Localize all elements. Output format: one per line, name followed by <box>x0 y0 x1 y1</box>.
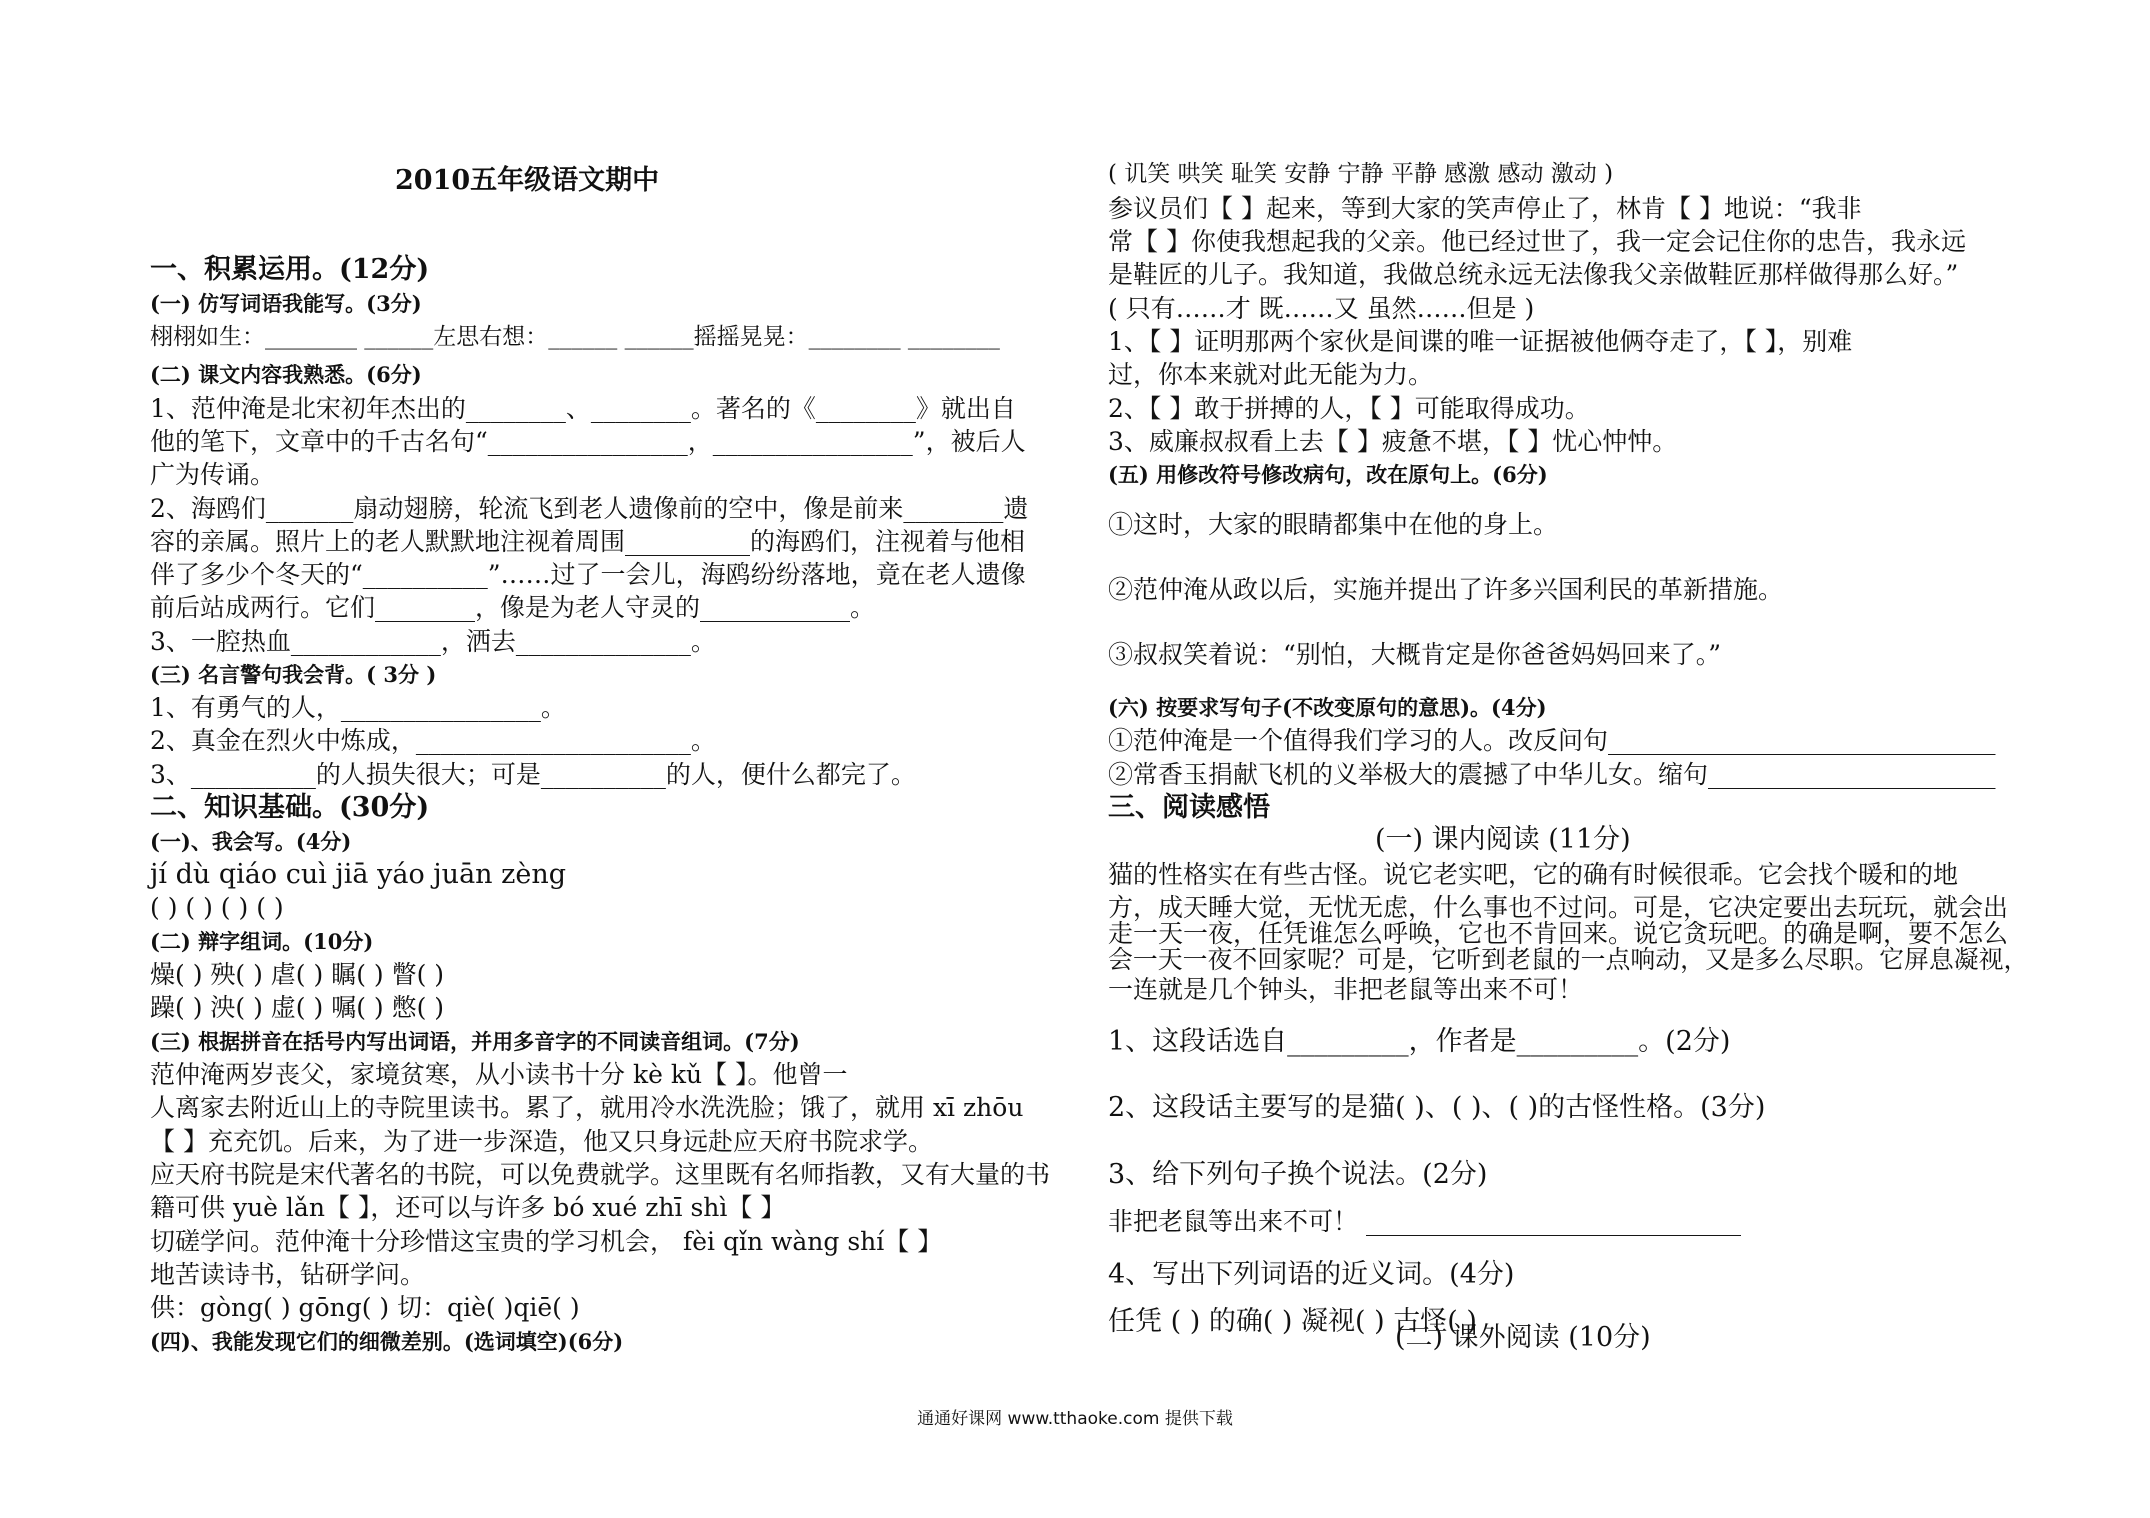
right-line: 4、写出下列词语的近义词。(4分) <box>1108 1259 1515 1290</box>
right-line: ( 只有……才 既……又 虽然……但是 ) <box>1108 294 1535 323</box>
left-line: 伴了多少个冬天的“__________”……过了一会儿，海鸥纷纷落地，竟在老人遗像 <box>150 560 1026 589</box>
left-line: 2、海鸥们_______扇动翅膀，轮流飞到老人遗像前的空中，像是前来________遗 <box>150 494 1029 523</box>
right-line: ( 讥笑 哄笑 耻笑 安静 宁静 平静 感激 感动 激动 ) <box>1108 161 1614 187</box>
right-line: ②范仲淹从政以后，实施并提出了许多兴国利民的革新措施。 <box>1108 575 1784 604</box>
right-line: 方，成天睡大觉，无忧无虑，什么事也不过问。可是，它决定要出去玩玩，就会出 <box>1108 893 2009 922</box>
left-line: 栩栩如生：________ ______左思右想：______ ______摇摇晃晃：________ ________ <box>150 324 1000 350</box>
footer-credit: 通通好课网 www.tthaoke.com 提供下载 <box>917 1409 1233 1429</box>
left-line: (一) 仿写词语我能写。(3分) <box>150 291 422 316</box>
right-line: (六) 按要求写句子(不改变原句的意思)。(4分) <box>1108 695 1547 720</box>
right-line: ①范仲淹是一个值得我们学习的人。改反问句_______________________________ <box>1108 726 1996 755</box>
right-line: 是鞋匠的儿子。我知道，我做总统永远无法像我父亲做鞋匠那样做得那么好。” <box>1108 260 1959 289</box>
right-line: 三、阅读感悟 <box>1108 792 1270 823</box>
left-line: 范仲淹两岁丧父，家境贫寒，从小读书十分 kè kǔ【 】。他曾一 <box>150 1060 848 1089</box>
right-line: 走一天一夜，任凭谁怎么呼唤，它也不肯回来。说它贪玩吧。的确是啊，要不怎么 <box>1108 919 2009 948</box>
left-line: 一、积累运用。(12分) <box>150 254 430 285</box>
left-line: 广为传诵。 <box>150 460 276 489</box>
left-line: (三) 根据拼音在括号内写出词语，并用多音字的不同读音组词。(7分) <box>150 1029 800 1054</box>
right-line: 非把老鼠等出来不可！ ______________________________ <box>1108 1207 1741 1236</box>
right-line: 2、【 】敢于拼搏的人，【 】可能取得成功。 <box>1108 394 1590 423</box>
right-line: 会一天一夜不回家呢？可是，它听到老鼠的一点响动，又是多么尽职。它屏息凝视， <box>1108 945 2029 974</box>
left-line: 3、一腔热血____________，洒去______________。 <box>150 627 716 656</box>
left-line: 2、真金在烈火中炼成，______________________。 <box>150 726 716 755</box>
right-line: ①这时，大家的眼睛都集中在他的身上。 <box>1108 510 1559 539</box>
right-line: (五) 用修改符号修改病句，改在原句上。(6分) <box>1108 462 1548 487</box>
left-line: 燥( ) 殃( ) 虐( ) 瞩( ) 瞥( ) <box>150 960 445 989</box>
right-line: 任凭 ( ) 的确( ) 凝视( ) 古怪( ) <box>1108 1306 1477 1337</box>
left-line: 1、范仲淹是北宋初年杰出的________、________。著名的《________》就出自 <box>150 394 1016 423</box>
reading-heading-extracurricular: (二) 课外阅读 (10分) <box>1395 1322 1651 1353</box>
left-line: 【 】充充饥。后来，为了进一步深造，他又只身远赴应天府书院求学。 <box>150 1127 933 1156</box>
right-line: 3、给下列句子换个说法。(2分) <box>1108 1159 1488 1190</box>
left-line: (三) 名言警句我会背。( 3分 ) <box>150 662 437 687</box>
right-line: 常【 】你使我想起我的父亲。他已经过世了，我一定会记住你的忠告，我永远 <box>1108 227 1966 256</box>
reading-heading-in-class: (一) 课内阅读 (11分) <box>1375 824 1631 855</box>
right-line: ②常香玉捐献飞机的义举极大的震撼了中华儿女。缩句_______________________ <box>1108 760 1996 789</box>
right-line: ③叔叔笑着说：“别怕，大概肯定是你爸爸妈妈回来了。” <box>1108 640 1722 669</box>
left-line: 二、知识基础。(30分) <box>150 792 430 823</box>
page-title: 2010五年级语文期中 <box>395 165 660 196</box>
left-line: (一)、我会写。(4分) <box>150 829 352 854</box>
right-line: 1、这段话选自_________，作者是_________。(2分) <box>1108 1026 1731 1057</box>
right-line: 猫的性格实在有些古怪。说它老实吧，它的确有时候很乖。它会找个暖和的地 <box>1108 860 1959 889</box>
left-line: 地苦读诗书，钻研学问。 <box>150 1260 426 1289</box>
left-line: 容的亲属。照片上的老人默默地注视着周围__________的海鸥们，注视着与他相 <box>150 527 1026 556</box>
left-line: (四)、我能发现它们的细微差别。(选词填空)(6分) <box>150 1329 624 1354</box>
right-line: 参议员们【 】起来，等到大家的笑声停止了，林肯【 】地说：“我非 <box>1108 194 1862 223</box>
right-line: 1、【 】证明那两个家伙是间谍的唯一证据被他俩夺走了，【 】，别难 <box>1108 327 1853 356</box>
right-line: 过，你本来就对此无能为力。 <box>1108 360 1434 389</box>
left-line: (二) 课文内容我熟悉。(6分) <box>150 362 422 387</box>
left-line: 他的笔下，文章中的千古名句“________________，________________”，被后人 <box>150 427 1026 456</box>
left-line: 籍可供 yuè lǎn【 】，还可以与许多 bó xué zhī shì【 】 <box>150 1193 786 1222</box>
right-line: 3、威廉叔叔看上去【 】疲惫不堪，【 】忧心忡忡。 <box>1108 427 1678 456</box>
right-line: 2、这段话主要写的是猫( )、( )、( )的古怪性格。(3分) <box>1108 1092 1766 1123</box>
left-line: jí dù qiáo cuì jiā yáo juān zèng <box>150 859 567 890</box>
left-line: 切磋学问。范仲淹十分珍惜这宝贵的学习机会， fèi qǐn wàng shí【 】 <box>150 1227 943 1256</box>
left-line: 供：gòng( ) gōng( ) 切：qiè( )qiē( ) <box>150 1293 580 1322</box>
right-line: 一连就是几个钟头，非把老鼠等出来不可！ <box>1108 975 1584 1004</box>
left-line: 1、有勇气的人，________________。 <box>150 693 566 722</box>
left-line: 人离家去附近山上的寺院里读书。累了，就用冷水洗洗脸；饿了，就用 xī zhōu <box>150 1093 1024 1122</box>
left-line: 躁( ) 泱( ) 虚( ) 嘱( ) 憋( ) <box>150 993 445 1022</box>
left-line: (二) 辩字组词。(10分) <box>150 929 374 954</box>
left-line: 应天府书院是宋代著名的书院，可以免费就学。这里既有名师指教，又有大量的书 <box>150 1160 1051 1189</box>
left-line: 前后站成两行。它们________，像是为老人守灵的____________。 <box>150 593 876 622</box>
left-line: ( ) ( ) ( ) ( ) <box>150 893 284 922</box>
left-line: 3、__________的人损失很大；可是__________的人，便什么都完了。 <box>150 760 916 789</box>
